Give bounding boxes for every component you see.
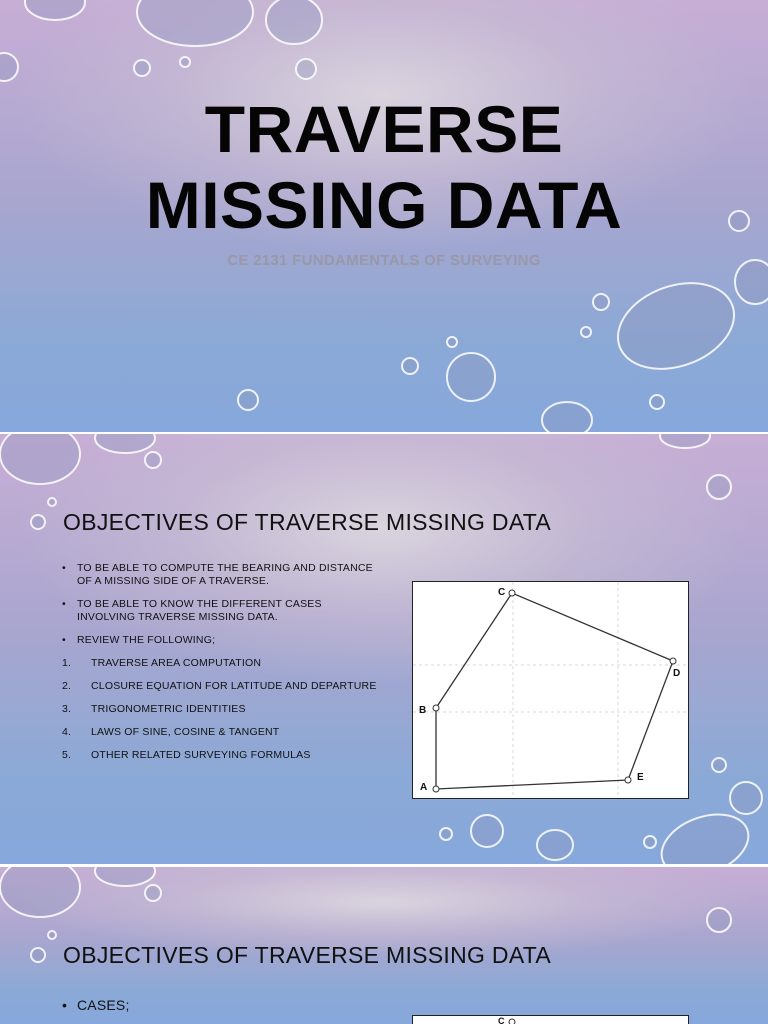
list-item-text: TO BE ABLE TO KNOW THE DIFFERENT CASES INVOLVING TRAVERSE MISSING DATA. [77, 598, 322, 623]
numbered-item [62, 726, 382, 739]
numbered-item-text: CLOSURE EQUATION FOR LATITUDE AND DEPARTURE [91, 680, 377, 692]
list-item [62, 562, 382, 588]
cases-list [62, 997, 382, 1023]
objectives-slide [0, 434, 768, 864]
numbered-item [62, 703, 382, 716]
station-a-marker [433, 786, 439, 792]
traverse-drawing-partial [413, 1016, 688, 1024]
numbered-item [62, 680, 382, 693]
station-c-label: C [498, 587, 506, 598]
slide-title-line-2: MISSING DATA [145, 168, 623, 242]
list-item [62, 634, 382, 647]
item-number: 3. [62, 703, 72, 715]
slide-heading: OBJECTIVES OF TRAVERSE MISSING DATA [63, 942, 552, 968]
station-e-marker [625, 777, 631, 783]
list-item-text: REVIEW THE FOLLOWING; [77, 634, 216, 646]
bullet-icon: • [62, 997, 68, 1013]
station-d-label: D [673, 668, 681, 679]
traverse-diagram-partial [412, 1015, 689, 1024]
numbered-item-text: LAWS OF SINE, COSINE & TANGENT [91, 726, 280, 738]
slide-heading: OBJECTIVES OF TRAVERSE MISSING DATA [63, 509, 552, 535]
station-c-marker [509, 1019, 515, 1024]
station-e-label: E [637, 772, 644, 783]
list-item [62, 997, 382, 1013]
numbered-item-text: TRAVERSE AREA COMPUTATION [91, 657, 262, 669]
item-number: 5. [62, 749, 72, 761]
station-a-label: A [420, 782, 428, 793]
station-d-marker [670, 658, 676, 664]
objectives-slide-cases [0, 867, 768, 1024]
traverse-outline [436, 593, 673, 789]
list-item-text: CASES; [77, 997, 130, 1013]
numbered-item [62, 657, 382, 670]
slide-title-line-1: TRAVERSE [204, 92, 564, 166]
item-number: 1. [62, 657, 72, 669]
title-slide [0, 0, 768, 432]
station-b-label: B [419, 705, 427, 716]
item-number: 4. [62, 726, 72, 738]
numbered-item-text: OTHER RELATED SURVEYING FORMULAS [91, 749, 311, 761]
numbered-item [62, 749, 382, 762]
traverse-diagram [412, 581, 689, 799]
list-item-text: TO BE ABLE TO COMPUTE THE BEARING AND DISTANCE OF A MISSING SIDE OF A TRAVERSE. [77, 562, 373, 587]
slide-subtitle: CE 2131 FUNDAMENTALS OF SURVEYING [227, 252, 541, 269]
station-c-marker [509, 590, 515, 596]
bullet-icon: • [62, 598, 66, 610]
station-b-marker [433, 705, 439, 711]
bullet-icon: • [62, 634, 66, 646]
traverse-polygon-drawing [413, 582, 688, 798]
station-c-label: C [498, 1016, 505, 1024]
objectives-list [62, 562, 382, 772]
list-item [62, 598, 382, 624]
numbered-item-text: TRIGONOMETRIC IDENTITIES [91, 703, 246, 715]
bullet-icon: • [62, 562, 66, 574]
item-number: 2. [62, 680, 72, 692]
